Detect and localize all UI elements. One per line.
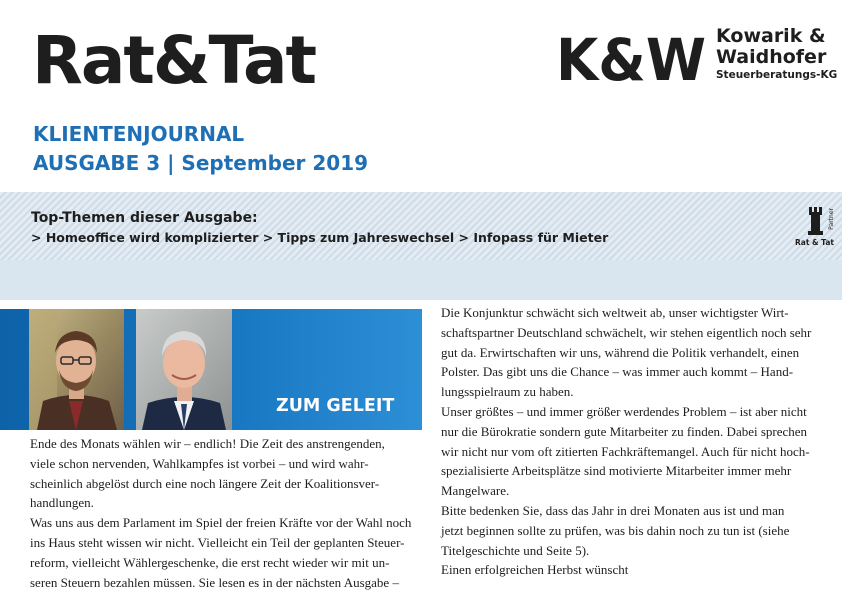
text-line: Mangelware.: [441, 483, 510, 499]
text-line: Bitte bedenken Sie, dass das Jahr in drei Monaten aus ist und man: [441, 502, 785, 518]
text-line: scheinlich abgelöst durch eine noch längere Zeit der Koalitionsver-: [30, 475, 380, 491]
partner-logo-text: Rat & Tat: [795, 238, 834, 247]
text-line: Titelgeschichte und Seite 5).: [441, 542, 590, 558]
banner-title: ZUM GELEIT: [276, 396, 395, 416]
newsletter-brand: Rat&Tat: [32, 22, 316, 99]
topics-list: > Homeoffice wird komplizierter > Tipps zum Jahreswechsel > Infopass für Mieter: [31, 230, 609, 245]
issue-line: AUSGABE 3 | September 2019: [33, 151, 369, 175]
text-line: Was uns aus dem Parlament im Spiel der freien Kräfte vor der Wahl noch: [30, 515, 412, 531]
portrait-photo-1: [29, 309, 124, 430]
topics-band: [0, 192, 842, 260]
text-line: wir nicht nur vom oft zitierten Fachkräftemangel. Auch für nicht hoch-: [441, 443, 810, 459]
partner-label: Partner: [828, 208, 835, 230]
journal-title: KLIENTENJOURNAL: [33, 122, 245, 146]
portrait-photo-2: [136, 309, 232, 430]
kw-logo-letters: K&W: [556, 30, 706, 84]
text-line: jetzt beginnen sollte zu prüfen, was bis dahin noch zu tun ist (siehe: [441, 522, 790, 538]
text-line: Ende des Monats wählen wir – endlich! Die Zeit des anstrengenden,: [30, 436, 385, 451]
firm-name-line1: Kowarik &: [716, 25, 826, 47]
editorial-left-column: [30, 434, 422, 592]
text-line: Unser größtes – und immer größer werdendes Problem – ist aber nicht: [441, 403, 807, 419]
text-line: nur die Bürokratie sondern gute Mitarbeiter zu finden. Dabei sprechen: [441, 423, 808, 439]
firm-name-line2: Waidhofer: [716, 46, 827, 68]
text-line: Polster. Das gibt uns die Chance – was immer auch kommt – Hand-: [441, 364, 794, 380]
text-line: handlungen.: [30, 495, 94, 511]
text-line: gut da. Erwirtschaften wir uns, während die Politik verhandelt, einen: [441, 344, 800, 360]
firm-name-line3: Steuerberatungs-KG: [716, 69, 838, 81]
text-line: ins Haus steht wissen wir nicht. Vielleicht ein Teil der geplanten Steuer-: [30, 534, 405, 550]
topics-heading: Top-Themen dieser Ausgabe:: [31, 210, 258, 226]
kw-logo-icon: [556, 30, 706, 84]
text-line: spezialisierte Arbeitsplätze sind motivierte Mitarbeiter immer mehr: [441, 463, 792, 479]
text-line: schaftspartner Deutschland schwächelt, wir stehen eigentlich noch sehr: [441, 324, 812, 340]
editorial-right-column: [441, 303, 834, 580]
text-line: reform, vielleicht Wählergeschenke, die erst recht wieder wir mit un-: [30, 554, 390, 570]
text-line: Einen erfolgreichen Herbst wünscht: [441, 562, 629, 578]
text-line: Die Konjunktur schwächt sich weltweit ab, unser wichtigster Wirt-: [441, 305, 789, 320]
divider-band: [0, 260, 842, 300]
text-line: lungsspielraum zu haben.: [441, 384, 574, 400]
text-line: seren Steuern bezahlen müssen. Sie lesen es in der nächsten Ausgabe –: [30, 574, 399, 590]
text-line: viele schon nervenden, Wahlkampfes ist vorbei – und wird wahr-: [30, 455, 369, 471]
